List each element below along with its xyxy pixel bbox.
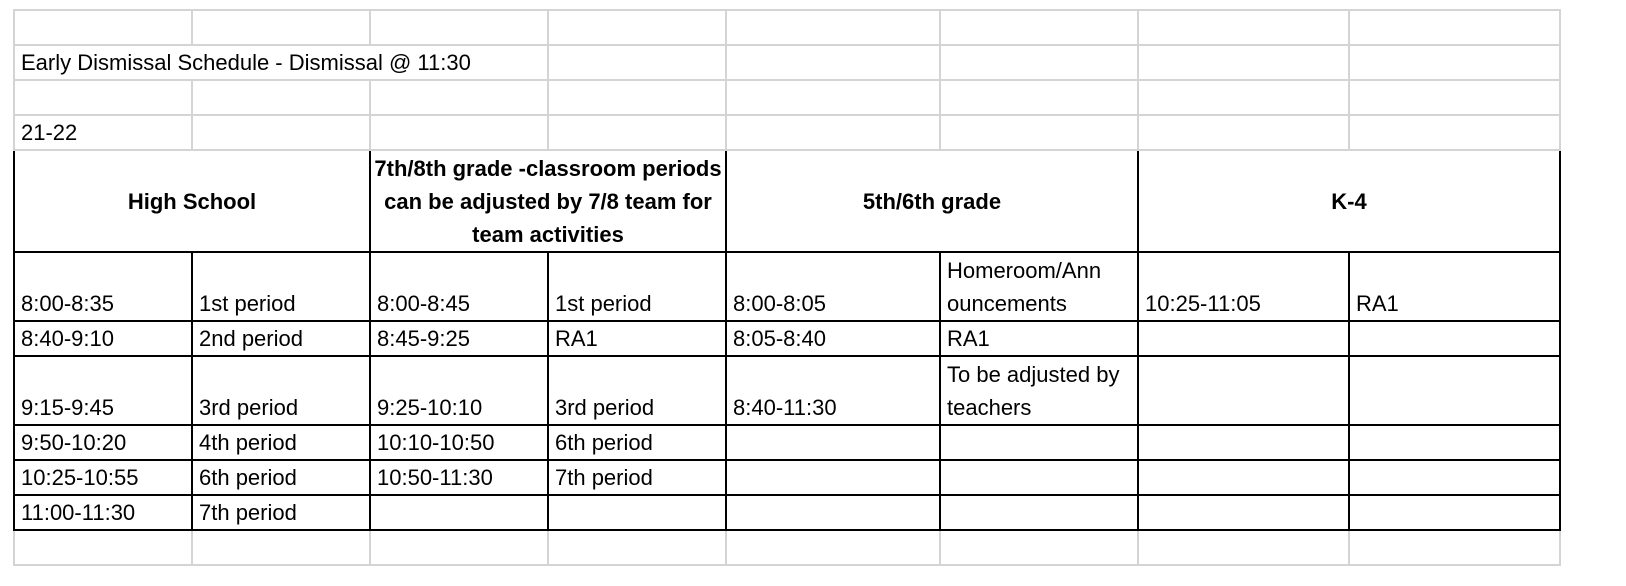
ms-time[interactable]: 10:50-11:30 bbox=[370, 460, 548, 495]
hs-period[interactable]: 7th period bbox=[192, 495, 370, 530]
ue-period[interactable]: RA1 bbox=[940, 321, 1138, 356]
k4-period[interactable] bbox=[1349, 356, 1560, 425]
empty-row bbox=[14, 530, 1560, 565]
hs-period[interactable]: 2nd period bbox=[192, 321, 370, 356]
hs-time[interactable]: 10:25-10:55 bbox=[14, 460, 192, 495]
ue-period[interactable] bbox=[940, 495, 1138, 530]
school-year[interactable]: 21-22 bbox=[14, 115, 192, 150]
header-5th-6th-grade[interactable]: 5th/6th grade bbox=[726, 150, 1138, 252]
table-row bbox=[14, 356, 1560, 425]
ms-period[interactable]: 6th period bbox=[548, 425, 726, 460]
ms-time[interactable] bbox=[370, 495, 548, 530]
year-row bbox=[14, 115, 1560, 150]
k4-time[interactable] bbox=[1138, 321, 1349, 356]
ue-period[interactable]: To be adjusted by teachers bbox=[940, 356, 1138, 425]
sheet-title[interactable]: Early Dismissal Schedule - Dismissal @ 11:30 bbox=[14, 45, 548, 80]
ms-period[interactable]: 1st period bbox=[548, 252, 726, 321]
schedule-sheet bbox=[13, 9, 1561, 566]
header-high-school[interactable]: High School bbox=[14, 150, 370, 252]
hs-time[interactable]: 8:00-8:35 bbox=[14, 252, 192, 321]
hs-time[interactable]: 9:15-9:45 bbox=[14, 356, 192, 425]
ms-time[interactable]: 9:25-10:10 bbox=[370, 356, 548, 425]
ue-time[interactable] bbox=[726, 460, 940, 495]
k4-period[interactable] bbox=[1349, 425, 1560, 460]
table-row bbox=[14, 425, 1560, 460]
ms-period[interactable] bbox=[548, 495, 726, 530]
k4-period[interactable] bbox=[1349, 321, 1560, 356]
ms-time[interactable]: 8:00-8:45 bbox=[370, 252, 548, 321]
k4-period[interactable]: RA1 bbox=[1349, 252, 1560, 321]
header-7th-8th-grade[interactable]: 7th/8th grade -classroom periods can be adjusted by 7/8 team for team activities bbox=[370, 150, 726, 252]
header-row bbox=[14, 150, 1560, 252]
ue-time[interactable] bbox=[726, 425, 940, 460]
ms-period[interactable]: RA1 bbox=[548, 321, 726, 356]
k4-time[interactable] bbox=[1138, 495, 1349, 530]
header-k-4[interactable]: K-4 bbox=[1138, 150, 1560, 252]
ue-period[interactable] bbox=[940, 460, 1138, 495]
k4-time[interactable]: 10:25-11:05 bbox=[1138, 252, 1349, 321]
table-row bbox=[14, 321, 1560, 356]
ue-time[interactable]: 8:40-11:30 bbox=[726, 356, 940, 425]
title-row bbox=[14, 45, 1560, 80]
hs-period[interactable]: 4th period bbox=[192, 425, 370, 460]
ms-period[interactable]: 3rd period bbox=[548, 356, 726, 425]
ms-period[interactable]: 7th period bbox=[548, 460, 726, 495]
table-row bbox=[14, 460, 1560, 495]
hs-period[interactable]: 1st period bbox=[192, 252, 370, 321]
k4-period[interactable] bbox=[1349, 460, 1560, 495]
table-row bbox=[14, 495, 1560, 530]
k4-time[interactable] bbox=[1138, 425, 1349, 460]
hs-period[interactable]: 3rd period bbox=[192, 356, 370, 425]
ue-time[interactable] bbox=[726, 495, 940, 530]
ue-period[interactable] bbox=[940, 425, 1138, 460]
ue-time[interactable]: 8:05-8:40 bbox=[726, 321, 940, 356]
k4-period[interactable] bbox=[1349, 495, 1560, 530]
hs-time[interactable]: 9:50-10:20 bbox=[14, 425, 192, 460]
ue-period[interactable]: Homeroom/Ann ouncements bbox=[940, 252, 1138, 321]
ms-time[interactable]: 8:45-9:25 bbox=[370, 321, 548, 356]
hs-time[interactable]: 8:40-9:10 bbox=[14, 321, 192, 356]
k4-time[interactable] bbox=[1138, 460, 1349, 495]
ms-time[interactable]: 10:10-10:50 bbox=[370, 425, 548, 460]
table-row bbox=[14, 252, 1560, 321]
hs-period[interactable]: 6th period bbox=[192, 460, 370, 495]
hs-time[interactable]: 11:00-11:30 bbox=[14, 495, 192, 530]
empty-row bbox=[14, 10, 1560, 45]
empty-row bbox=[14, 80, 1560, 115]
ue-time[interactable]: 8:00-8:05 bbox=[726, 252, 940, 321]
k4-time[interactable] bbox=[1138, 356, 1349, 425]
